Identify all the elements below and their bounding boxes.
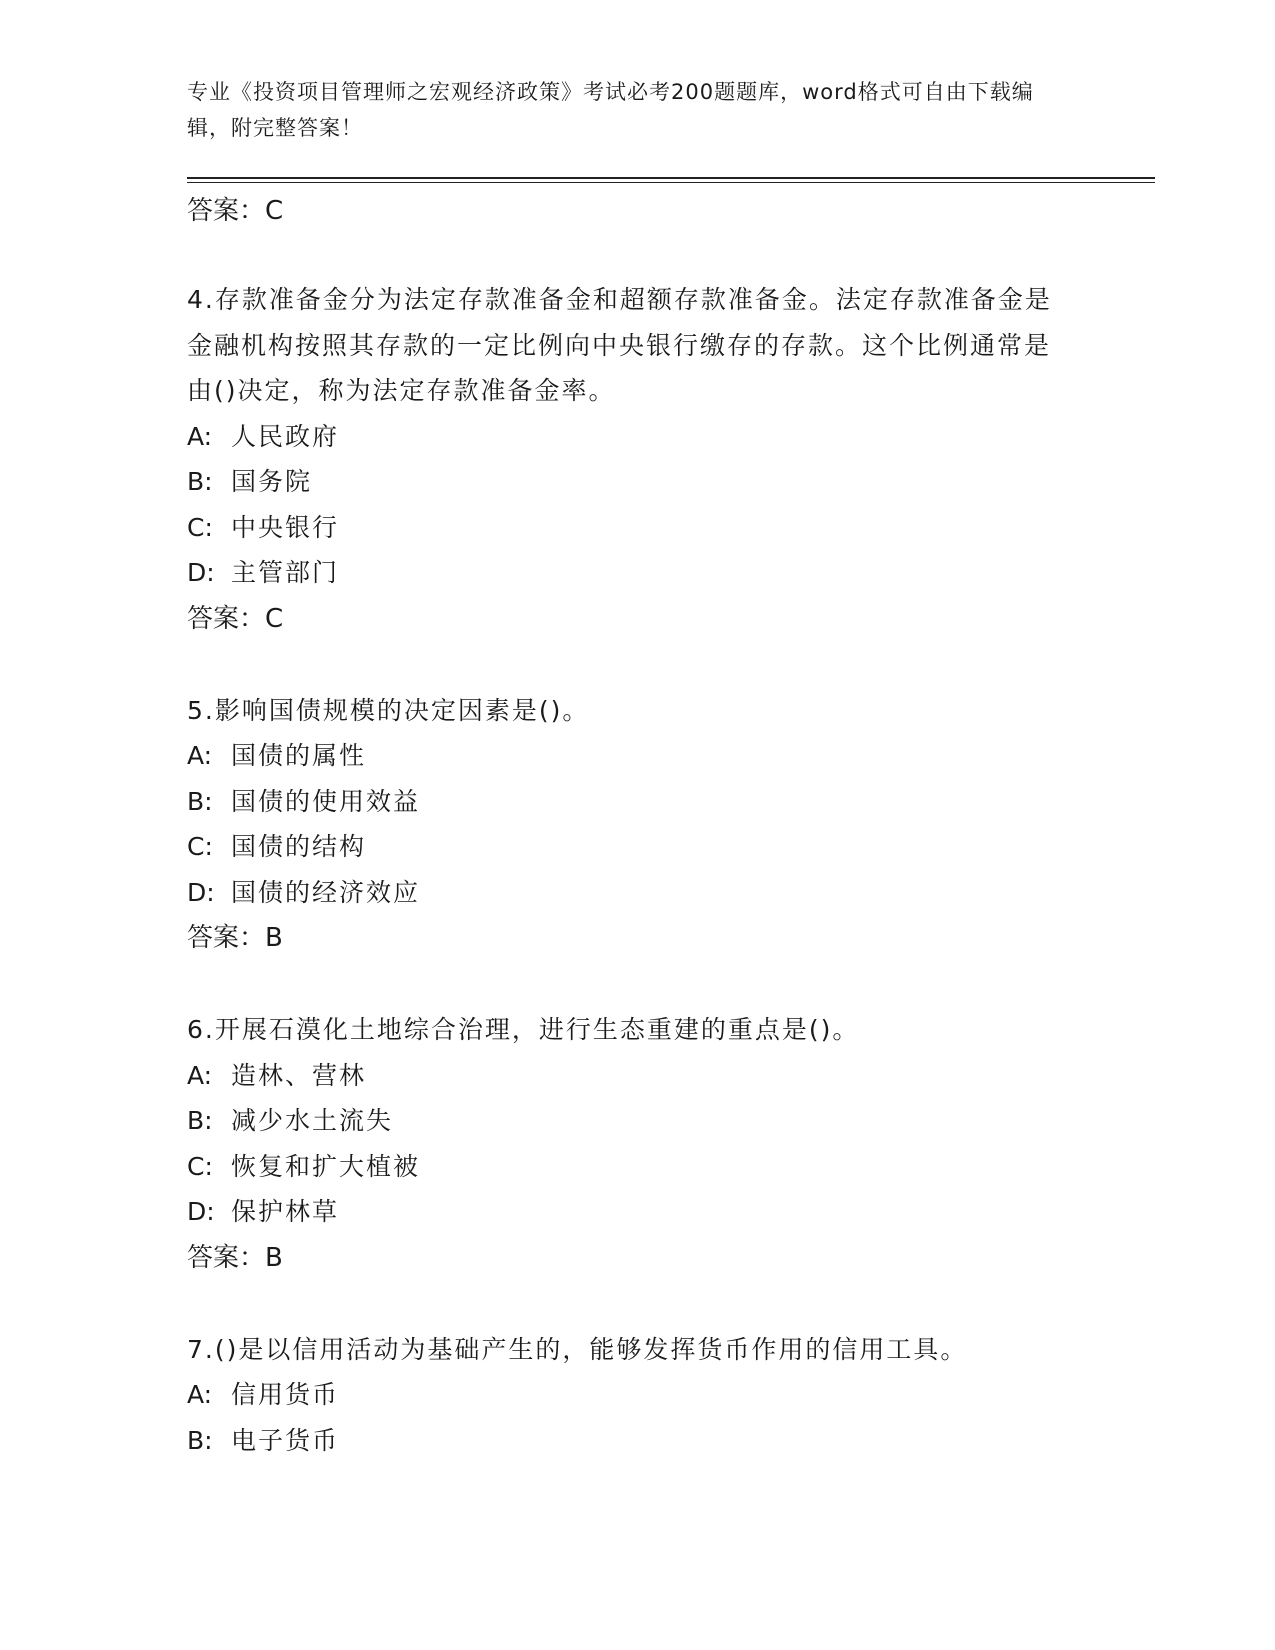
answer-option — [187, 1053, 1067, 1099]
question-text: 5.影响国债规模的决定因素是()。 — [187, 695, 590, 725]
option-label: B: — [187, 786, 213, 816]
answer-line: 答案：B — [187, 1242, 283, 1273]
question-block — [187, 1327, 1067, 1464]
question-text: 7.()是以信用活动为基础产生的，能够发挥货币作用的信用工具。 — [187, 1334, 968, 1364]
answer-option — [187, 1418, 1067, 1464]
answer-line: 答案：B — [187, 923, 283, 953]
option-text: 恢复和扩大植被 — [231, 1151, 421, 1181]
document-header: 专业《投资项目管理师之宏观经济政策》考试必考200题题库，word格式可自由下载编辑，附完整答案！ — [187, 80, 1034, 140]
answer-option — [187, 550, 1067, 596]
option-text: 人民政府 — [231, 421, 340, 451]
question-list — [187, 277, 1067, 1509]
option-text: 保护林草 — [231, 1197, 340, 1226]
answer-line: 答案：C — [187, 603, 284, 634]
option-label: B: — [187, 1106, 213, 1135]
option-label: A: — [187, 1380, 213, 1409]
option-text: 国债的结构 — [231, 832, 367, 861]
answer-option — [187, 1144, 1067, 1190]
answer-option — [187, 1372, 1067, 1418]
question-text: 6.开展石漠化土地综合治理，进行生态重建的重点是()。 — [187, 1015, 860, 1044]
option-label: B: — [187, 1425, 213, 1455]
option-label: C: — [187, 1151, 213, 1181]
option-text: 主管部门 — [231, 558, 340, 587]
option-label: D: — [187, 1197, 215, 1226]
option-text: 国务院 — [231, 467, 313, 496]
option-text: 国债的属性 — [231, 741, 367, 770]
header-rule — [187, 177, 1155, 179]
option-text: 中央银行 — [231, 512, 340, 542]
answer-option — [187, 870, 1067, 916]
answer-option — [187, 1189, 1067, 1235]
option-label: D: — [187, 877, 215, 907]
option-label: C: — [187, 832, 213, 861]
answer-option — [187, 1098, 1067, 1144]
answer-option — [187, 824, 1067, 870]
option-text: 电子货币 — [231, 1425, 340, 1455]
header-rule-thin — [187, 182, 1155, 183]
answer-option — [187, 779, 1067, 825]
answer-option — [187, 414, 1067, 460]
option-text: 造林、营林 — [231, 1060, 367, 1090]
option-label: B: — [187, 467, 213, 496]
option-label: D: — [187, 558, 215, 587]
answer-option — [187, 505, 1067, 551]
option-label: C: — [187, 512, 213, 542]
option-text: 国债的经济效应 — [231, 877, 421, 907]
option-text: 国债的使用效益 — [231, 786, 421, 816]
question-block — [187, 277, 1067, 642]
answer-option — [187, 459, 1067, 505]
question-text: 4.存款准备金分为法定存款准备金和超额存款准备金。法定存款准备金是金融机构按照其存款的一定比例向中央银行缴存的存款。这个比例通常是由()决定，称为法定存款准备金率。 — [187, 285, 1052, 405]
answer-option — [187, 733, 1067, 779]
option-text: 信用货币 — [231, 1380, 340, 1409]
answer-line: 答案：C — [187, 196, 284, 226]
question-block — [187, 1007, 1067, 1281]
option-label: A: — [187, 1060, 213, 1090]
option-label: A: — [187, 421, 213, 451]
question-block — [187, 688, 1067, 962]
option-label: A: — [187, 741, 213, 770]
option-text: 减少水土流失 — [231, 1106, 394, 1135]
